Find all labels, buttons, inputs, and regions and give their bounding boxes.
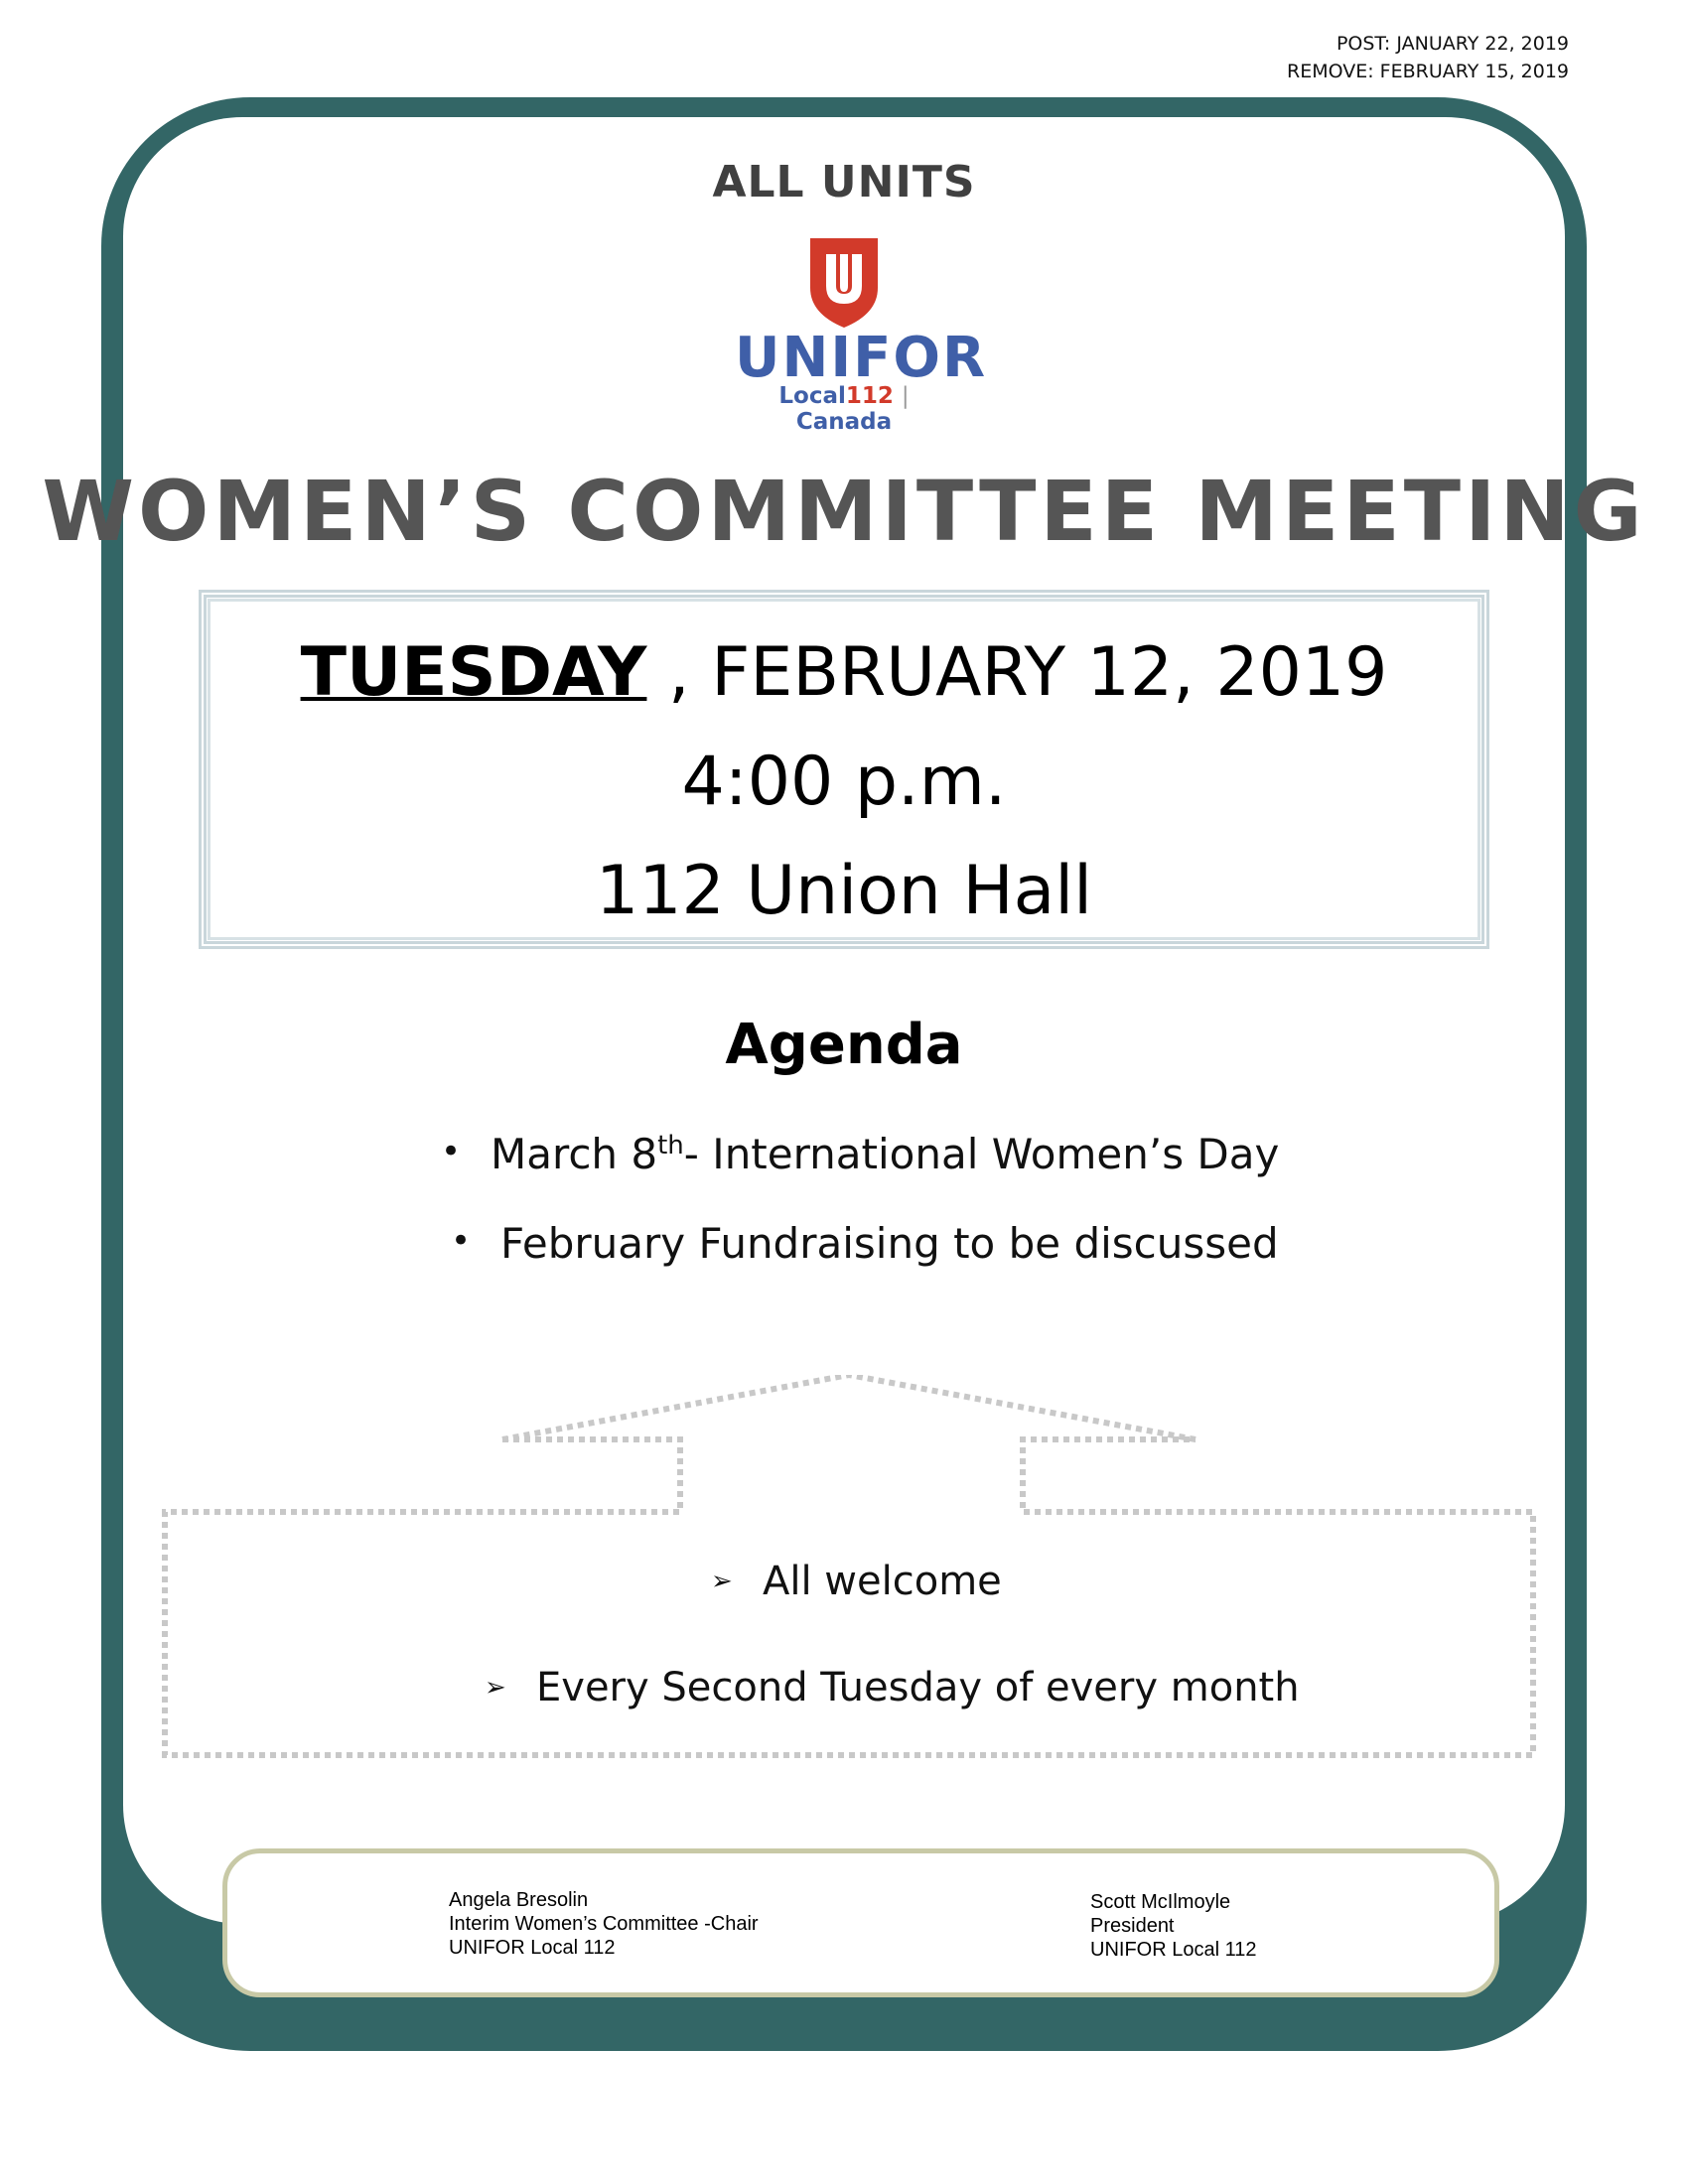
agenda-item bbox=[441, 1130, 1280, 1178]
logo-local: Local bbox=[778, 383, 846, 409]
sig-left-org: UNIFOR Local 112 bbox=[449, 1937, 616, 1959]
agenda-heading: Agenda bbox=[725, 1013, 963, 1077]
agenda-item-1-sup: th bbox=[657, 1131, 684, 1160]
bullet-icon: • bbox=[441, 1132, 462, 1171]
posting-dates bbox=[1287, 30, 1569, 85]
bullet-icon: • bbox=[451, 1221, 472, 1261]
agenda-item-1-text: March 8 bbox=[491, 1130, 658, 1178]
agenda-item-1-rest: - International Women’s Day bbox=[683, 1130, 1280, 1178]
meeting-time: 4:00 p.m. bbox=[681, 743, 1007, 821]
agenda-item-2-text: February Fundraising to be discussed bbox=[500, 1219, 1279, 1268]
remove-date: REMOVE: FEBRUARY 15, 2019 bbox=[1287, 61, 1569, 82]
sig-left-role: Interim Women’s Committee -Chair bbox=[449, 1913, 759, 1935]
note-item bbox=[711, 1559, 1002, 1604]
unifor-shield-icon bbox=[735, 234, 953, 330]
logo-number: 112 bbox=[845, 383, 894, 409]
signature-left bbox=[449, 1888, 759, 1960]
sig-right-role: President bbox=[1090, 1915, 1175, 1937]
note-item-1-text: All welcome bbox=[763, 1559, 1002, 1604]
logo-separator: | bbox=[901, 383, 910, 409]
signature-box bbox=[222, 1848, 1499, 1997]
meeting-location: 112 Union Hall bbox=[595, 852, 1093, 930]
agenda-item bbox=[451, 1219, 1279, 1268]
sig-right-org: UNIFOR Local 112 bbox=[1090, 1939, 1257, 1961]
logo-subtitle bbox=[735, 383, 953, 435]
all-units-heading: ALL UNITS bbox=[712, 157, 976, 207]
unifor-logo bbox=[735, 234, 988, 435]
meeting-details-box bbox=[199, 590, 1489, 949]
arrow-bullet-icon: ➢ bbox=[711, 1567, 733, 1596]
page-title: WOMEN’S COMMITTEE MEETING bbox=[42, 463, 1646, 560]
logo-wordmark: UNIFOR bbox=[735, 326, 988, 390]
signature-right bbox=[1090, 1890, 1256, 1962]
arrow-bullet-icon: ➢ bbox=[485, 1673, 506, 1703]
note-item bbox=[485, 1665, 1300, 1710]
meeting-day: TUESDAY bbox=[300, 633, 647, 712]
post-date: POST: JANUARY 22, 2019 bbox=[1336, 33, 1569, 55]
logo-country: Canada bbox=[795, 409, 893, 435]
note-item-2-text: Every Second Tuesday of every month bbox=[536, 1665, 1300, 1710]
meeting-date bbox=[207, 633, 1481, 712]
sig-right-name: Scott McIlmoyle bbox=[1090, 1891, 1231, 1913]
meeting-date-text: , FEBRUARY 12, 2019 bbox=[668, 633, 1388, 712]
sig-left-name: Angela Bresolin bbox=[449, 1889, 589, 1911]
